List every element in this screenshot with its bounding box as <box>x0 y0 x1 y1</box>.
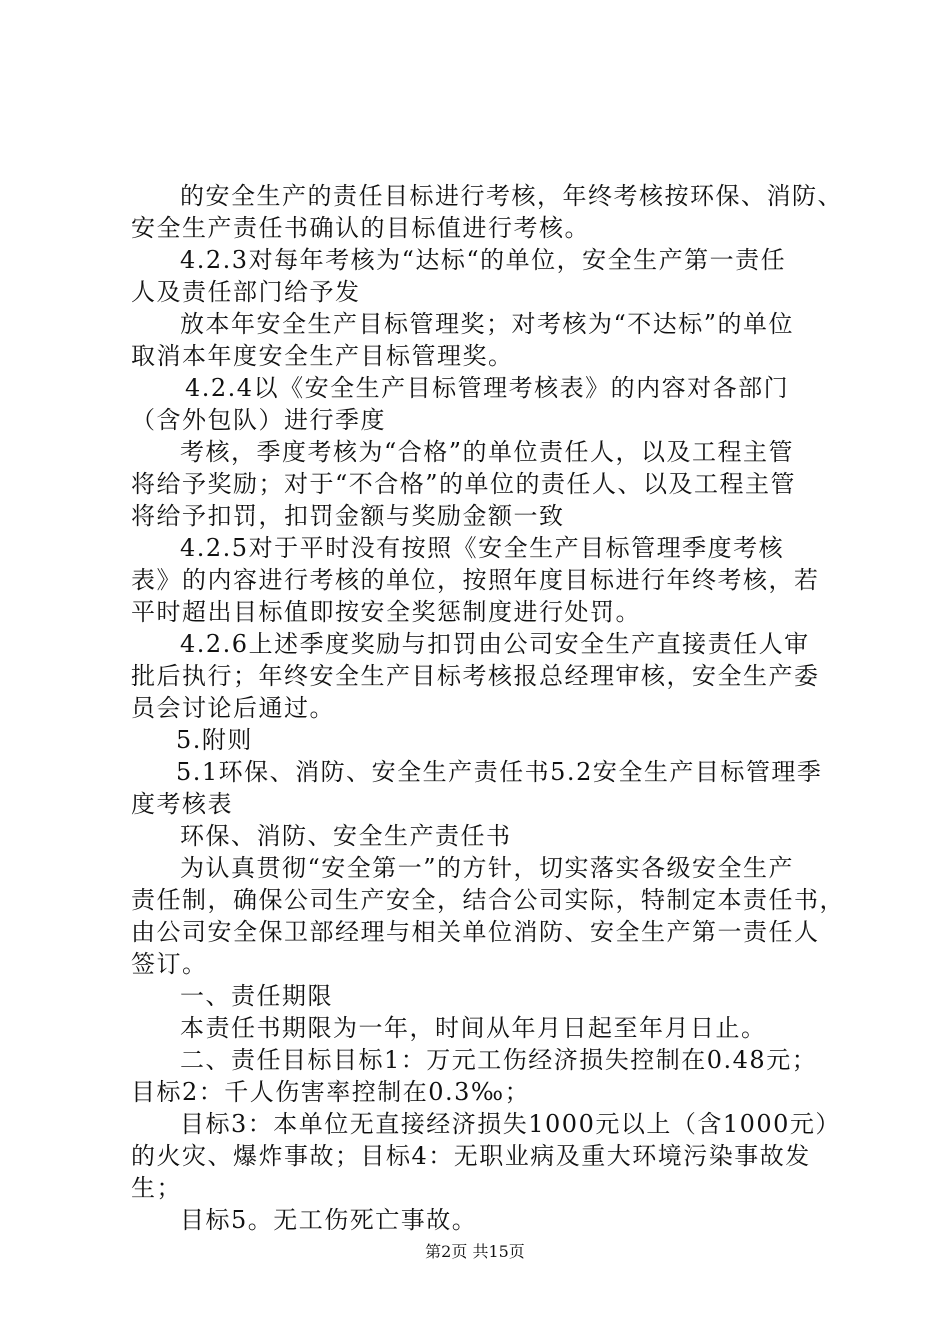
text-line: 为认真贯彻“安全第一”的方针，切实落实各级安全生产 <box>180 854 795 882</box>
text-line: 目标2：千人伤害率控制在0.3‰； <box>131 1078 531 1106</box>
text-line: 由公司安全保卫部经理与相关单位消防、安全生产第一责任人 <box>131 918 820 946</box>
text-line: 的安全生产的责任目标进行考核，年终考核按环保、消防、 <box>180 182 843 210</box>
text-line: 目标3：本单位无直接经济损失1000元以上（含1000元） <box>180 1110 841 1138</box>
text-line: 签订。 <box>131 950 208 978</box>
text-line: 平时超出目标值即按安全奖惩制度进行处罚。 <box>131 598 641 626</box>
text-line: 4.2.4以《安全生产目标管理考核表》的内容对各部门 <box>185 374 790 402</box>
text-line: 取消本年度安全生产目标管理奖。 <box>131 342 514 370</box>
text-line: 将给予奖励；对于“不合格”的单位的责任人、以及工程主管 <box>131 470 797 498</box>
text-line: （含外包队）进行季度 <box>131 406 386 434</box>
document-subtitle: 环保、消防、安全生产责任书 <box>180 822 512 850</box>
text-line: 考核，季度考核为“合格”的单位责任人，以及工程主管 <box>180 438 795 466</box>
text-line: 表》的内容进行考核的单位，按照年度目标进行年终考核，若 <box>131 566 820 594</box>
text-line: 的火灾、爆炸事故；目标4：无职业病及重大环境污染事故发 <box>131 1142 811 1170</box>
text-line: 二、责任目标目标1：万元工伤经济损失控制在0.48元； <box>180 1046 818 1074</box>
text-line: 4.2.3对每年考核为“达标“的单位，安全生产第一责任 <box>180 246 787 274</box>
text-line: 生； <box>131 1174 182 1202</box>
text-line: 度考核表 <box>131 790 233 818</box>
section-heading: 一、责任期限 <box>180 982 333 1010</box>
text-line: 本责任书期限为一年，时间从年月日起至年月日止。 <box>180 1014 767 1042</box>
text-line: 安全生产责任书确认的目标值进行考核。 <box>131 214 590 242</box>
text-line: 人及责任部门给予发 <box>131 278 361 306</box>
text-line: 责任制，确保公司生产安全，结合公司实际，特制定本责任书， <box>131 886 845 914</box>
text-line: 目标5。无工伤死亡事故。 <box>180 1206 478 1234</box>
text-line: 批后执行；年终安全生产目标考核报总经理审核，安全生产委 <box>131 662 820 690</box>
text-line: 将给予扣罚，扣罚金额与奖励金额一致 <box>131 502 565 530</box>
text-line: 5.1环保、消防、安全生产责任书5.2安全生产目标管理季 <box>176 758 823 786</box>
text-line: 4.2.6上述季度奖励与扣罚由公司安全生产直接责任人审 <box>180 630 810 658</box>
text-line: 4.2.5对于平时没有按照《安全生产目标管理季度考核 <box>180 534 785 562</box>
section-heading: 5.附则 <box>176 726 253 754</box>
text-line: 员会讨论后通过。 <box>131 694 335 722</box>
text-line: 放本年安全生产目标管理奖；对考核为“不达标”的单位 <box>180 310 795 338</box>
page-number-footer: 第2页 共15页 <box>425 1242 525 1261</box>
